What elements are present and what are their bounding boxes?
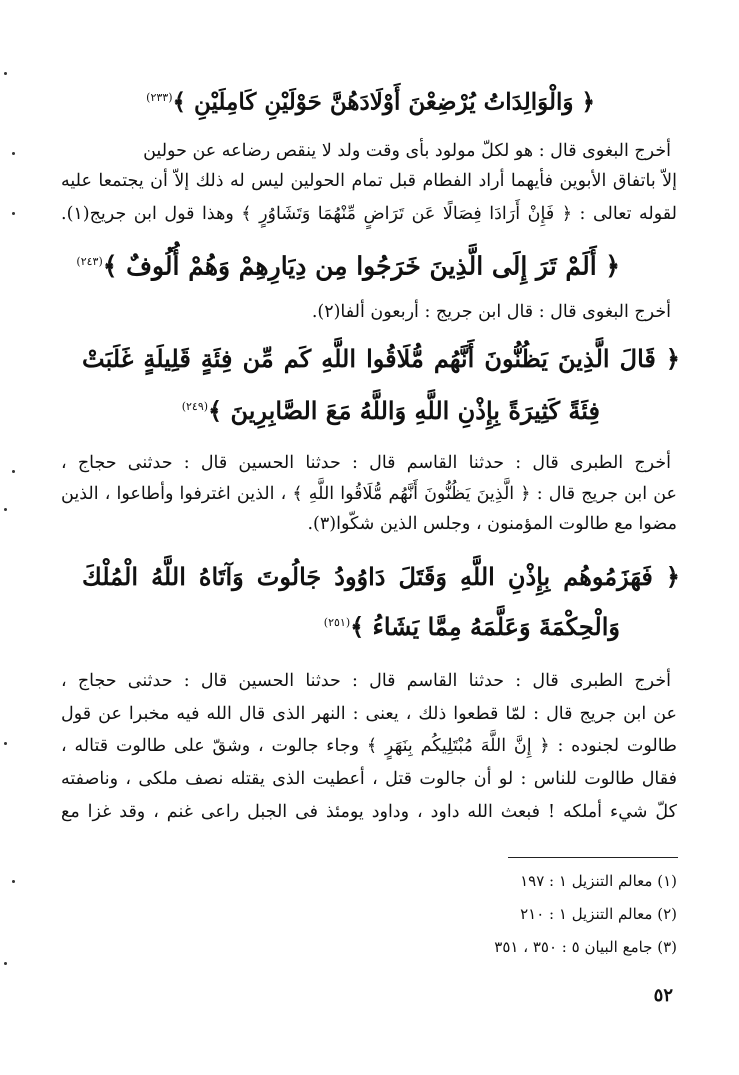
verse-number: (٢٤٣) bbox=[76, 255, 103, 268]
paragraph-line: كلّ شيء أملكه ! فبعث الله داود ، وداود يومئذ فى الجبل راعى غنم ، وقد غزا مع bbox=[61, 802, 677, 822]
quran-verse-251-line2 bbox=[200, 602, 620, 648]
paragraph-line: أخرج البغوى قال : قال ابن جريج : أربعون ألفا(٢). bbox=[311, 302, 671, 322]
scan-speck bbox=[12, 212, 15, 215]
paragraph-line: إلاّ باتفاق الأبوين فأيهما أراد الفطام قبل تمام الحولين ليس له ذلك إلاّ أن يجتمعا عليه bbox=[61, 171, 677, 191]
footnote-2: (٢) معالم التنزيل ١ : ٢١٠ bbox=[520, 905, 677, 923]
scan-speck bbox=[12, 470, 15, 473]
paragraph-line: أخرج الطبرى قال : حدثنا القاسم قال : حدثنا الحسين قال : حدثنى حجاج ، bbox=[61, 671, 671, 691]
quran-verse-249-line1 bbox=[82, 338, 680, 380]
scan-speck bbox=[12, 152, 15, 155]
footnote-1: (١) معالم التنزيل ١ : ١٩٧ bbox=[520, 872, 677, 890]
scan-speck bbox=[4, 508, 7, 511]
paragraph-line: طالوت لجنوده : ﴿ إِنَّ اللَّهَ مُبْتَلِيكُم بِنَهَرٍ ﴾ وجاء جالوت ، وشقّ على طالوت قتاله ، bbox=[61, 736, 677, 756]
paragraph-line: فقال طالوت للناس : لو أن جالوت قتل ، أعطيت الذى يقتله نصف ملكى ، وناصفته bbox=[61, 769, 677, 789]
verse-number: (٢٤٩) bbox=[181, 400, 209, 413]
verse-text: وَالْحِكْمَةَ وَعَلَّمَهُ مِمَّا يَشَاءُ ﴾ bbox=[350, 612, 620, 641]
paragraph-line: عن ابن جريج قال : ﴿ الَّذِينَ يَظُنُّونَ أَنَّهُم مُّلَاقُوا اللَّهِ ﴾ ، الذين اغترفوا وأطاعوا ، الذين bbox=[61, 484, 677, 504]
verse-text: ﴿ قَالَ الَّذِينَ يَظُنُّونَ أَنَّهُم مُّلَاقُوا اللَّهِ كَم مِّن فِئَةٍ قَلِيلَةٍ غَلَبَتْ bbox=[82, 344, 680, 373]
quran-verse-243 bbox=[76, 242, 620, 286]
verse-text: ﴿ وَالْوَالِدَاتُ يُرْضِعْنَ أَوْلَادَهُنَّ حَوْلَيْنِ كَامِلَيْنِ ﴾ bbox=[172, 88, 595, 116]
quran-verse-249-line2 bbox=[120, 386, 600, 432]
scan-speck bbox=[12, 880, 15, 883]
page-number: ٥٢ bbox=[653, 985, 673, 1006]
scan-speck bbox=[4, 742, 7, 745]
paragraph-line: عن ابن جريج قال : لمّا قطعوا ذلك ، يعنى : النهر الذى قال الله فيه مخبرا عن قول bbox=[61, 704, 677, 724]
verse-number: (٢٥١) bbox=[323, 616, 351, 629]
scan-speck bbox=[4, 962, 7, 965]
quran-verse-233 bbox=[146, 78, 595, 123]
paragraph-line: لقوله تعالى : ﴿ فَإِنْ أَرَادَا فِصَالًا عَن تَرَاضٍ مِّنْهُمَا وَتَشَاوُرٍ ﴾ وهذا قول ابن جريج(١). bbox=[61, 204, 677, 224]
scan-speck bbox=[4, 72, 7, 75]
paragraph-line: أخرج الطبرى قال : حدثنا القاسم قال : حدثنا الحسين قال : حدثنى حجاج ، bbox=[61, 453, 671, 473]
paragraph-line: مضوا مع طالوت المؤمنون ، وجلس الذين شكّوا(٣). bbox=[307, 514, 677, 534]
verse-number: (٢٣٣) bbox=[146, 91, 173, 104]
verse-text: ﴿ أَلَمْ تَرَ إِلَى الَّذِينَ خَرَجُوا مِن دِيَارِهِمْ وَهُمْ أُلُوفٌ ﴾ bbox=[102, 251, 620, 281]
footnote-3: (٣) جامع البيان ٥ : ٣٥٠ ، ٣٥١ bbox=[494, 938, 677, 956]
paragraph-line: أخرج البغوى قال : هو لكلّ مولود بأى وقت ولد لا ينقص رضاعه عن حولين bbox=[143, 141, 671, 161]
quran-verse-251-line1 bbox=[82, 556, 680, 598]
verse-text: ﴿ فَهَزَمُوهُم بِإِذْنِ اللَّهِ وَقَتَلَ دَاوُودُ جَالُوتَ وَآتَاهُ اللَّهُ الْمُلْكَ bbox=[82, 562, 680, 591]
footnote-separator bbox=[508, 857, 678, 858]
verse-text: فِئَةً كَثِيرَةً بِإِذْنِ اللَّهِ وَاللَّهُ مَعَ الصَّابِرِينَ ﴾ bbox=[208, 396, 600, 425]
